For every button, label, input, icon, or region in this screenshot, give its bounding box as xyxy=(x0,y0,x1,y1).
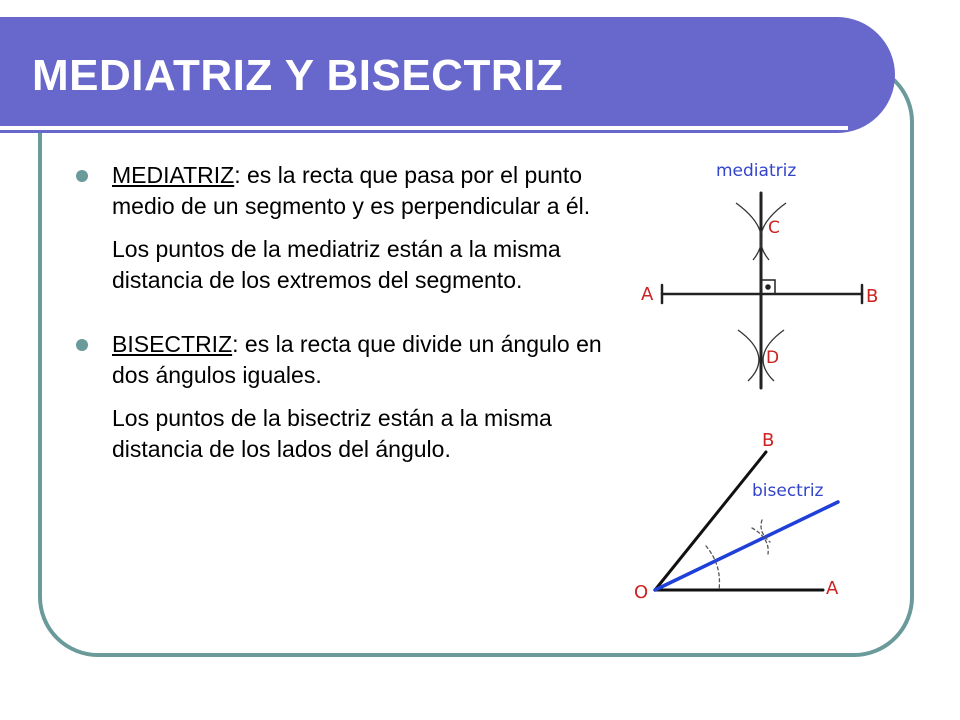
bisectriz-label: bisectriz xyxy=(752,481,824,501)
list-item-bisectriz xyxy=(72,329,612,464)
item-spacer xyxy=(72,295,612,329)
mediatriz-term: MEDIATRIZ xyxy=(112,162,235,188)
point-c-label: C xyxy=(768,218,780,238)
mediatriz-detail: Los puntos de la mediatriz están a la misma distancia de los extremos del segmento. xyxy=(112,236,561,293)
point-b-label: B xyxy=(866,286,879,307)
mediatriz-label: mediatriz xyxy=(716,161,797,181)
bullet-icon xyxy=(76,170,88,182)
bisectriz-definition xyxy=(112,329,612,390)
title-underline xyxy=(0,126,848,130)
bisectriz-term: BISECTRIZ xyxy=(112,331,233,357)
mediatriz-definition-text: : es la recta que pasa por el punto medio de un segmento y es perpendicular a él. xyxy=(112,162,591,219)
point-d-label: D xyxy=(766,348,780,368)
slide-title: MEDIATRIZ Y BISECTRIZ xyxy=(32,51,564,100)
point-b-label-bis: B xyxy=(762,430,775,451)
mediatriz-definition xyxy=(112,160,612,221)
point-a-label-bis: A xyxy=(826,578,839,599)
point-o-label: O xyxy=(634,582,649,603)
point-a-label: A xyxy=(641,284,654,305)
list-item-mediatriz xyxy=(72,160,612,295)
bisectriz-detail: Los puntos de la bisectriz están a la misma distancia de los lados del ángulo. xyxy=(112,405,552,462)
slide-content xyxy=(72,160,612,464)
bullet-icon xyxy=(76,339,88,351)
bisectriz-definition-text: : es la recta que divide un ángulo en dos ángulos iguales. xyxy=(112,331,602,388)
